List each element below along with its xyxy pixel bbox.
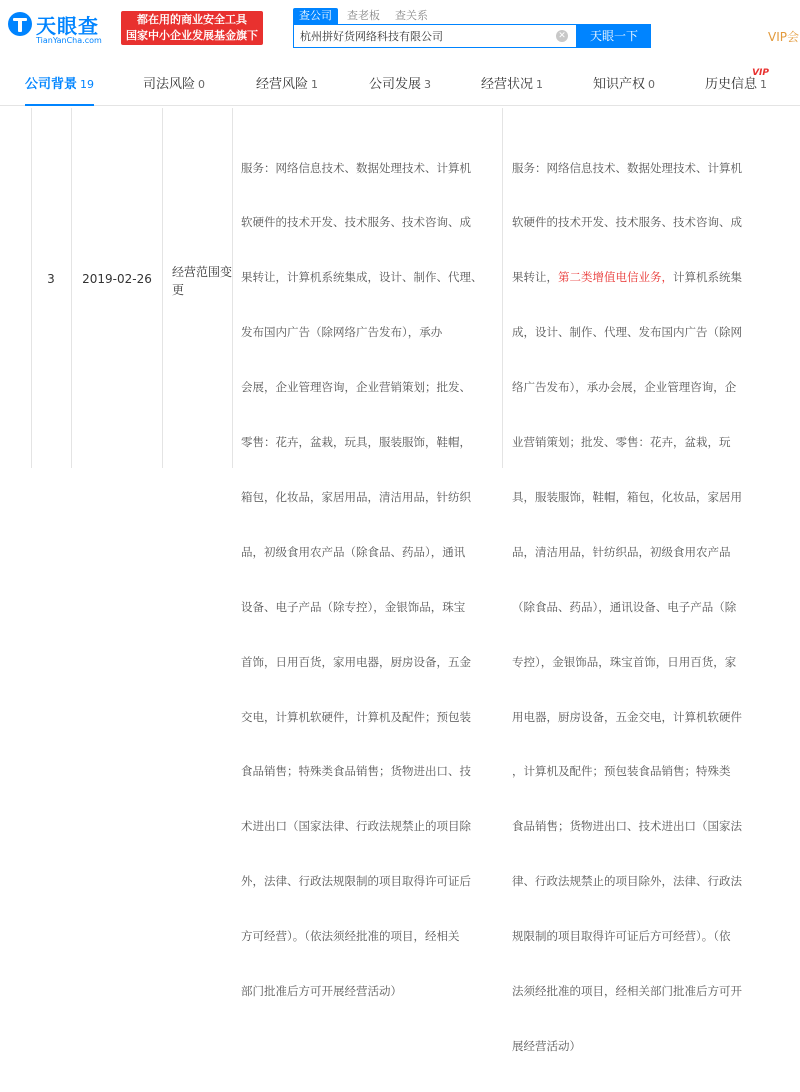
after-line: 规限制的项目取得许可证后方可经营）。（依 <box>512 929 731 944</box>
tab-label: 知识产权 <box>593 77 646 92</box>
tab-label: 公司背景 <box>25 77 78 92</box>
before-line: 术进出口（国家法律、行政法规禁止的项目除 <box>241 819 471 834</box>
tab-count: 0 <box>648 78 656 91</box>
tab-company-development[interactable] <box>369 66 431 105</box>
search-input[interactable] <box>300 28 550 44</box>
vip-link[interactable]: VIP会 <box>768 30 799 44</box>
content-before <box>241 122 495 1037</box>
tab-label: 历史信息 <box>705 77 758 92</box>
after-line: 成，设计、制作、代理、发布国内广告（除网 <box>512 325 742 340</box>
after-line: 法须经批准的项目，经相关部门批准后方可开 <box>512 983 742 998</box>
search-button[interactable]: 天眼一下 <box>577 24 651 48</box>
before-line: 服务：网络信息技术、数据处理技术、计算机 <box>241 160 471 175</box>
tab-label: 经营状况 <box>481 77 534 92</box>
after-line: （除食品、药品），通讯设备、电子产品（除 <box>512 599 737 614</box>
after-text: 果转让， <box>512 270 558 285</box>
after-line: ，计算机及配件；预包装食品销售；特殊类 <box>512 764 731 779</box>
before-line: 设备、电子产品（除专控），金银饰品，珠宝 <box>241 599 466 614</box>
tab-count: 1 <box>536 78 544 91</box>
after-line: 业营销策划；批发、零售：花卉，盆栽，玩 <box>512 435 731 450</box>
change-item-line: 经营范围变 <box>172 265 233 279</box>
column-divider <box>31 108 32 468</box>
after-text: 计算机系统集 <box>673 270 742 285</box>
after-line <box>512 268 782 286</box>
tab-company-background[interactable] <box>25 66 94 105</box>
before-line: 零售：花卉，盆栽，玩具，服装服饰，鞋帽， <box>241 435 471 450</box>
logo-eye-icon <box>8 12 32 36</box>
tab-search-company[interactable]: 查公司 <box>293 8 338 24</box>
after-line: 食品销售；货物进出口、技术进出口（国家法 <box>512 819 742 834</box>
tab-count: 3 <box>424 78 432 91</box>
tab-operating-risk[interactable] <box>256 66 318 105</box>
tab-count: 0 <box>198 78 206 91</box>
tab-label: 经营风险 <box>256 77 309 92</box>
change-item-line: 更 <box>172 283 185 297</box>
tab-operating-status[interactable] <box>481 66 543 105</box>
before-line: 外，法律、行政法规限制的项目取得许可证后 <box>241 874 471 889</box>
tab-judicial-risk[interactable] <box>143 66 205 105</box>
tab-label: 司法风险 <box>143 77 196 92</box>
after-line: 软硬件的技术开发、技术服务、技术咨询、成 <box>512 215 742 230</box>
section-nav <box>0 66 800 106</box>
after-line: 络广告发布），承办会展，企业管理咨询，企 <box>512 380 737 395</box>
tab-history-info[interactable] <box>705 66 770 105</box>
after-line: 具，服装服饰，鞋帽，箱包，化妆品，家居用 <box>512 489 742 504</box>
promo-line-1: 都在用的商业安全工具 <box>137 13 247 26</box>
before-line: 果转让，计算机系统集成，设计、制作、代理、 <box>241 270 483 285</box>
logo[interactable] <box>8 10 118 46</box>
added-highlight: 第二类增值电信业务， <box>558 270 673 285</box>
before-line: 箱包，化妆品，家居用品，清洁用品，针纺织 <box>241 489 471 504</box>
tab-count: 1 <box>311 78 319 91</box>
after-line: 服务：网络信息技术、数据处理技术、计算机 <box>512 160 742 175</box>
row-index: 3 <box>47 272 55 286</box>
tab-label: 公司发展 <box>369 77 422 92</box>
tab-count: 19 <box>80 78 95 91</box>
before-line: 品，初级食用农产品（除食品、药品），通讯 <box>241 544 466 559</box>
promo-line-2: 国家中小企业发展基金旗下 <box>126 29 258 42</box>
after-line: 专控），金银饰品，珠宝首饰，日用百货，家 <box>512 654 737 669</box>
after-line: 展经营活动） <box>512 1038 581 1053</box>
before-line: 食品销售；特殊类食品销售；货物进出口、技 <box>241 764 471 779</box>
before-line: 会展，企业管理咨询，企业营销策划；批发、 <box>241 380 471 395</box>
tab-search-relation[interactable]: 查关系 <box>395 9 428 22</box>
before-line: 首饰，日用百货，家用电器，厨房设备，五金 <box>241 654 471 669</box>
clear-icon[interactable]: ✕ <box>556 30 568 42</box>
search-box <box>293 24 577 48</box>
before-line: 发布国内广告（除网络广告发布），承办 <box>241 325 443 340</box>
tab-intellectual-property[interactable] <box>593 66 655 105</box>
tab-search-boss[interactable]: 查老板 <box>347 9 380 22</box>
after-line: 律、行政法规禁止的项目除外，法律、行政法 <box>512 874 742 889</box>
before-line: 交电，计算机软硬件，计算机及配件；预包装 <box>241 709 471 724</box>
change-item <box>172 263 232 299</box>
tab-count: 1 <box>760 78 768 91</box>
logo-subtitle: TianYanCha.com <box>36 36 102 45</box>
before-line: 方可经营）。（依法须经批准的项目，经相关 <box>241 929 460 944</box>
after-line: 品，清洁用品，针纺织品，初级食用农产品 <box>512 544 731 559</box>
logo-title: 天眼查 <box>36 14 99 38</box>
change-date: 2019-02-26 <box>82 272 152 286</box>
column-divider <box>232 108 233 468</box>
content-after <box>512 122 782 1092</box>
promo-banner[interactable] <box>121 11 263 45</box>
column-divider <box>162 108 163 468</box>
after-line: 用电器，厨房设备，五金交电，计算机软硬件 <box>512 709 742 724</box>
site-header <box>0 0 800 55</box>
before-line: 部门批准后方可开展经营活动） <box>241 983 402 998</box>
column-divider <box>502 108 503 468</box>
change-record-table <box>0 108 800 1053</box>
before-line: 软硬件的技术开发、技术服务、技术咨询、成 <box>241 215 471 230</box>
column-divider <box>71 108 72 468</box>
vip-badge: VIP <box>752 68 770 78</box>
